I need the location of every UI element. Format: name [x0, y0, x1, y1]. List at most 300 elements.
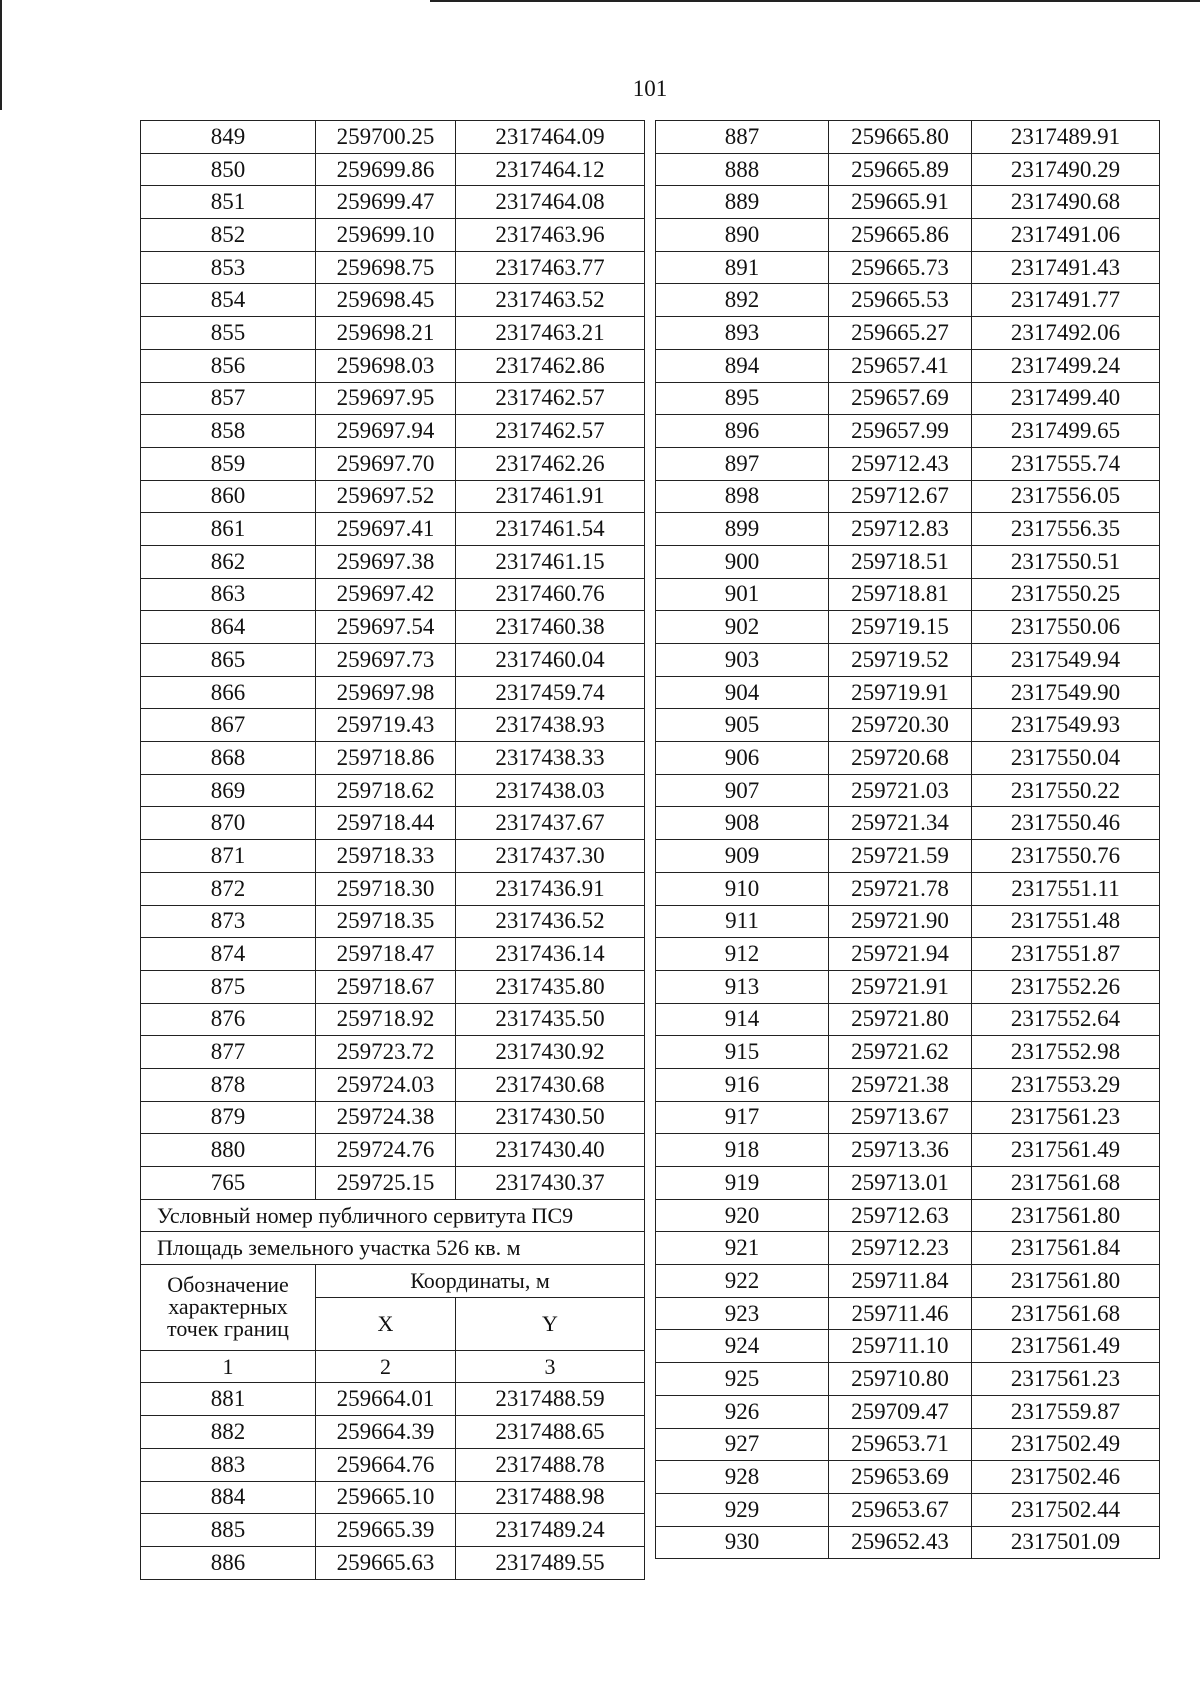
point-id-cell: 860 [141, 480, 316, 513]
table-row [141, 742, 645, 775]
x-coordinate-cell: 259699.86 [316, 153, 456, 186]
y-coordinate-cell: 2317549.90 [972, 676, 1160, 709]
table-row [656, 1101, 1160, 1134]
point-id-cell: 891 [656, 251, 829, 284]
point-id-cell: 922 [656, 1265, 829, 1298]
y-coordinate-cell: 2317460.38 [456, 611, 645, 644]
table-row [656, 905, 1160, 938]
x-coordinate-cell: 259700.25 [316, 121, 456, 154]
x-coordinate-cell: 259711.46 [829, 1297, 972, 1330]
y-coordinate-cell: 2317489.24 [456, 1514, 645, 1547]
y-coordinate-cell: 2317491.77 [972, 284, 1160, 317]
x-coordinate-cell: 259699.10 [316, 219, 456, 252]
point-id-cell: 903 [656, 644, 829, 677]
x-coordinate-cell: 259657.41 [829, 349, 972, 382]
table-row [656, 447, 1160, 480]
table-row [656, 219, 1160, 252]
x-coordinate-cell: 259697.70 [316, 447, 456, 480]
y-coordinate-cell: 2317462.86 [456, 349, 645, 382]
table-row [656, 1036, 1160, 1069]
point-id-cell: 897 [656, 447, 829, 480]
y-coordinate-cell: 2317488.78 [456, 1448, 645, 1481]
y-coordinate-cell: 2317462.57 [456, 415, 645, 448]
y-coordinate-cell: 2317464.09 [456, 121, 645, 154]
x-coordinate-cell: 259718.33 [316, 840, 456, 873]
point-id-cell: 910 [656, 872, 829, 905]
table-row [141, 1546, 645, 1579]
x-coordinate-cell: 259725.15 [316, 1167, 456, 1200]
x-coordinate-cell: 259697.95 [316, 382, 456, 415]
y-coordinate-cell: 2317489.55 [456, 1546, 645, 1579]
x-coordinate-cell: 259664.01 [316, 1383, 456, 1416]
point-id-cell: 930 [656, 1526, 829, 1559]
y-coordinate-cell: 2317561.23 [972, 1363, 1160, 1396]
y-coordinate-cell: 2317438.93 [456, 709, 645, 742]
point-id-cell: 899 [656, 513, 829, 546]
right-table-body [656, 121, 1160, 1559]
y-coordinate-cell: 2317549.94 [972, 644, 1160, 677]
table-row [656, 1493, 1160, 1526]
table-row [141, 1068, 645, 1101]
table-row [141, 1101, 645, 1134]
table-row [656, 1526, 1160, 1559]
y-coordinate-cell: 2317437.67 [456, 807, 645, 840]
x-coordinate-cell: 259697.41 [316, 513, 456, 546]
table-row [656, 1297, 1160, 1330]
point-id-cell: 868 [141, 742, 316, 775]
point-id-cell: 929 [656, 1493, 829, 1526]
table-row [141, 447, 645, 480]
x-coordinate-cell: 259718.92 [316, 1003, 456, 1036]
x-coordinate-cell: 259718.51 [829, 545, 972, 578]
table-row [141, 1036, 645, 1069]
point-id-cell: 916 [656, 1068, 829, 1101]
x-coordinate-cell: 259718.44 [316, 807, 456, 840]
point-id-cell: 852 [141, 219, 316, 252]
x-coordinate-cell: 259697.94 [316, 415, 456, 448]
x-coordinate-cell: 259698.03 [316, 349, 456, 382]
y-coordinate-cell: 2317459.74 [456, 676, 645, 709]
coordinates-header: Координаты, м [316, 1265, 645, 1298]
x-coordinate-cell: 259665.91 [829, 186, 972, 219]
x-coordinate-cell: 259721.34 [829, 807, 972, 840]
point-id-cell: 904 [656, 676, 829, 709]
left-table-body [141, 121, 645, 1580]
point-id-cell: 877 [141, 1036, 316, 1069]
x-coordinate-cell: 259665.80 [829, 121, 972, 154]
point-id-cell: 861 [141, 513, 316, 546]
y-coordinate-cell: 2317502.46 [972, 1461, 1160, 1494]
x-coordinate-cell: 259713.67 [829, 1101, 972, 1134]
point-id-cell: 898 [656, 480, 829, 513]
y-coordinate-cell: 2317555.74 [972, 447, 1160, 480]
y-coordinate-cell: 2317561.68 [972, 1297, 1160, 1330]
x-coordinate-cell: 259718.86 [316, 742, 456, 775]
table-row [656, 774, 1160, 807]
y-coordinate-cell: 2317561.49 [972, 1134, 1160, 1167]
point-id-cell: 893 [656, 317, 829, 350]
table-row [141, 1003, 645, 1036]
point-id-cell: 854 [141, 284, 316, 317]
x-coordinate-cell: 259665.73 [829, 251, 972, 284]
table-row [141, 644, 645, 677]
y-coordinate-cell: 2317435.50 [456, 1003, 645, 1036]
y-coordinate-cell: 2317435.80 [456, 970, 645, 1003]
y-coordinate-cell: 2317438.03 [456, 774, 645, 807]
x-coordinate-cell: 259721.59 [829, 840, 972, 873]
point-id-cell: 912 [656, 938, 829, 971]
table-row [141, 578, 645, 611]
y-coordinate-cell: 2317437.30 [456, 840, 645, 873]
y-coordinate-cell: 2317463.21 [456, 317, 645, 350]
left-coordinates-table [140, 120, 645, 1580]
table-row [141, 676, 645, 709]
x-coordinate-cell: 259657.69 [829, 382, 972, 415]
point-id-cell: 851 [141, 186, 316, 219]
x-coordinate-cell: 259712.43 [829, 447, 972, 480]
table-row [656, 1167, 1160, 1200]
x-coordinate-cell: 259697.38 [316, 545, 456, 578]
x-coordinate-cell: 259721.80 [829, 1003, 972, 1036]
y-coordinate-cell: 2317550.51 [972, 545, 1160, 578]
x-coordinate-cell: 259721.94 [829, 938, 972, 971]
x-coordinate-cell: 259724.76 [316, 1134, 456, 1167]
table-row [141, 1514, 645, 1547]
table-row [656, 1461, 1160, 1494]
y-coordinate-cell: 2317499.24 [972, 349, 1160, 382]
table-row [656, 1330, 1160, 1363]
point-id-cell: 765 [141, 1167, 316, 1200]
y-coordinate-cell: 2317552.98 [972, 1036, 1160, 1069]
x-coordinate-cell: 259718.47 [316, 938, 456, 971]
point-id-cell: 873 [141, 905, 316, 938]
point-id-cell: 896 [656, 415, 829, 448]
x-coordinate-cell: 259664.39 [316, 1416, 456, 1449]
y-coordinate-cell: 2317556.05 [972, 480, 1160, 513]
x-coordinate-cell: 259719.43 [316, 709, 456, 742]
point-id-cell: 883 [141, 1448, 316, 1481]
y-coordinate-cell: 2317561.49 [972, 1330, 1160, 1363]
point-id-cell: 892 [656, 284, 829, 317]
table-row [141, 415, 645, 448]
y-coordinate-cell: 2317552.64 [972, 1003, 1160, 1036]
point-id-cell: 884 [141, 1481, 316, 1514]
scan-edge-top [430, 0, 1200, 2]
table-row [656, 513, 1160, 546]
x-coordinate-cell: 259653.69 [829, 1461, 972, 1494]
table-row [656, 153, 1160, 186]
y-coordinate-cell: 2317561.68 [972, 1167, 1160, 1200]
x-coordinate-cell: 259721.78 [829, 872, 972, 905]
table-row [656, 121, 1160, 154]
y-coordinate-cell: 2317461.15 [456, 545, 645, 578]
table-row [656, 840, 1160, 873]
y-coordinate-cell: 2317561.80 [972, 1199, 1160, 1232]
x-coordinate-cell: 259657.99 [829, 415, 972, 448]
table-row [656, 938, 1160, 971]
table-row [141, 1481, 645, 1514]
y-coordinate-cell: 2317464.08 [456, 186, 645, 219]
y-coordinate-cell: 2317556.35 [972, 513, 1160, 546]
table-row [141, 709, 645, 742]
x-coordinate-cell: 259697.73 [316, 644, 456, 677]
point-id-cell: 853 [141, 251, 316, 284]
table-row [656, 1363, 1160, 1396]
x-coordinate-cell: 259712.83 [829, 513, 972, 546]
point-id-cell: 850 [141, 153, 316, 186]
y-coordinate-cell: 2317430.92 [456, 1036, 645, 1069]
point-id-cell: 894 [656, 349, 829, 382]
point-id-cell: 855 [141, 317, 316, 350]
point-id-cell: 920 [656, 1199, 829, 1232]
table-row [141, 349, 645, 382]
y-coordinate-cell: 2317502.44 [972, 1493, 1160, 1526]
y-coordinate-cell: 2317550.22 [972, 774, 1160, 807]
x-coordinate-cell: 259721.62 [829, 1036, 972, 1069]
area-title: Площадь земельного участка 526 кв. м [141, 1232, 645, 1265]
x-coordinate-cell: 259719.91 [829, 676, 972, 709]
point-id-cell: 871 [141, 840, 316, 873]
x-column-header: X [316, 1297, 456, 1350]
x-coordinate-cell: 259653.67 [829, 1493, 972, 1526]
table-row [141, 611, 645, 644]
point-id-cell: 921 [656, 1232, 829, 1265]
x-coordinate-cell: 259721.90 [829, 905, 972, 938]
x-coordinate-cell: 259699.47 [316, 186, 456, 219]
x-coordinate-cell: 259697.42 [316, 578, 456, 611]
table-row [141, 1167, 645, 1200]
table-row [141, 1383, 645, 1416]
header-row [141, 1265, 645, 1298]
y-coordinate-cell: 2317559.87 [972, 1395, 1160, 1428]
y-coordinate-cell: 2317436.14 [456, 938, 645, 971]
table-row [656, 970, 1160, 1003]
table-row [656, 480, 1160, 513]
point-id-cell: 864 [141, 611, 316, 644]
table-row [141, 219, 645, 252]
table-row [656, 415, 1160, 448]
x-coordinate-cell: 259697.54 [316, 611, 456, 644]
column-number-row [141, 1350, 645, 1383]
table-row [656, 644, 1160, 677]
point-id-cell: 901 [656, 578, 829, 611]
x-coordinate-cell: 259698.75 [316, 251, 456, 284]
y-coordinate-cell: 2317490.68 [972, 186, 1160, 219]
table-row [141, 251, 645, 284]
point-id-cell: 925 [656, 1363, 829, 1396]
y-coordinate-cell: 2317499.65 [972, 415, 1160, 448]
table-row [656, 578, 1160, 611]
table-row [141, 480, 645, 513]
x-coordinate-cell: 259665.39 [316, 1514, 456, 1547]
y-coordinate-cell: 2317488.59 [456, 1383, 645, 1416]
point-id-cell: 927 [656, 1428, 829, 1461]
x-coordinate-cell: 259718.35 [316, 905, 456, 938]
point-id-cell: 881 [141, 1383, 316, 1416]
y-coordinate-cell: 2317430.37 [456, 1167, 645, 1200]
column-number-3: 3 [456, 1350, 645, 1383]
table-row [656, 742, 1160, 775]
x-coordinate-cell: 259697.52 [316, 480, 456, 513]
point-id-cell: 876 [141, 1003, 316, 1036]
table-row [141, 774, 645, 807]
point-id-cell: 923 [656, 1297, 829, 1330]
y-coordinate-cell: 2317488.98 [456, 1481, 645, 1514]
table-row [656, 284, 1160, 317]
point-id-cell: 911 [656, 905, 829, 938]
point-id-cell: 905 [656, 709, 829, 742]
point-id-cell: 863 [141, 578, 316, 611]
y-coordinate-cell: 2317460.76 [456, 578, 645, 611]
x-coordinate-cell: 259718.30 [316, 872, 456, 905]
y-coordinate-cell: 2317561.84 [972, 1232, 1160, 1265]
y-column-header: Y [456, 1297, 645, 1350]
y-coordinate-cell: 2317491.06 [972, 219, 1160, 252]
y-coordinate-cell: 2317464.12 [456, 153, 645, 186]
table-row [656, 807, 1160, 840]
y-coordinate-cell: 2317549.93 [972, 709, 1160, 742]
table-row [656, 186, 1160, 219]
servitude-title-row [141, 1199, 645, 1232]
point-id-cell: 856 [141, 349, 316, 382]
x-coordinate-cell: 259718.62 [316, 774, 456, 807]
table-row [141, 905, 645, 938]
page-number: 101 [632, 76, 668, 101]
point-id-cell: 900 [656, 545, 829, 578]
table-row [656, 1428, 1160, 1461]
y-coordinate-cell: 2317552.26 [972, 970, 1160, 1003]
x-coordinate-cell: 259697.98 [316, 676, 456, 709]
y-coordinate-cell: 2317492.06 [972, 317, 1160, 350]
x-coordinate-cell: 259653.71 [829, 1428, 972, 1461]
points-column-header: Обозначение характерных точек границ [141, 1265, 316, 1351]
x-coordinate-cell: 259711.10 [829, 1330, 972, 1363]
table-row [656, 251, 1160, 284]
point-id-cell: 889 [656, 186, 829, 219]
point-id-cell: 858 [141, 415, 316, 448]
table-row [141, 284, 645, 317]
y-coordinate-cell: 2317438.33 [456, 742, 645, 775]
table-row [141, 186, 645, 219]
point-id-cell: 902 [656, 611, 829, 644]
table-row [656, 317, 1160, 350]
y-coordinate-cell: 2317551.11 [972, 872, 1160, 905]
point-id-cell: 914 [656, 1003, 829, 1036]
y-coordinate-cell: 2317551.48 [972, 905, 1160, 938]
point-id-cell: 918 [656, 1134, 829, 1167]
y-coordinate-cell: 2317550.06 [972, 611, 1160, 644]
column-number-1: 1 [141, 1350, 316, 1383]
column-number-2: 2 [316, 1350, 456, 1383]
point-id-cell: 882 [141, 1416, 316, 1449]
table-row [656, 382, 1160, 415]
y-coordinate-cell: 2317430.50 [456, 1101, 645, 1134]
table-row [656, 1199, 1160, 1232]
x-coordinate-cell: 259712.23 [829, 1232, 972, 1265]
point-id-cell: 867 [141, 709, 316, 742]
y-coordinate-cell: 2317461.91 [456, 480, 645, 513]
y-coordinate-cell: 2317550.46 [972, 807, 1160, 840]
y-coordinate-cell: 2317430.40 [456, 1134, 645, 1167]
x-coordinate-cell: 259718.81 [829, 578, 972, 611]
y-coordinate-cell: 2317430.68 [456, 1068, 645, 1101]
point-id-cell: 878 [141, 1068, 316, 1101]
point-id-cell: 870 [141, 807, 316, 840]
y-coordinate-cell: 2317463.96 [456, 219, 645, 252]
right-coordinates-table [655, 120, 1160, 1559]
x-coordinate-cell: 259698.21 [316, 317, 456, 350]
table-row [141, 872, 645, 905]
table-row [656, 872, 1160, 905]
x-coordinate-cell: 259724.03 [316, 1068, 456, 1101]
x-coordinate-cell: 259721.91 [829, 970, 972, 1003]
table-row [656, 1265, 1160, 1298]
y-coordinate-cell: 2317462.57 [456, 382, 645, 415]
y-coordinate-cell: 2317499.40 [972, 382, 1160, 415]
x-coordinate-cell: 259712.67 [829, 480, 972, 513]
point-id-cell: 880 [141, 1134, 316, 1167]
table-row [141, 121, 645, 154]
y-coordinate-cell: 2317490.29 [972, 153, 1160, 186]
point-id-cell: 857 [141, 382, 316, 415]
x-coordinate-cell: 259724.38 [316, 1101, 456, 1134]
area-title-row [141, 1232, 645, 1265]
y-coordinate-cell: 2317488.65 [456, 1416, 645, 1449]
x-coordinate-cell: 259719.52 [829, 644, 972, 677]
point-id-cell: 859 [141, 447, 316, 480]
table-row [656, 1395, 1160, 1428]
x-coordinate-cell: 259712.63 [829, 1199, 972, 1232]
table-row [141, 807, 645, 840]
point-id-cell: 907 [656, 774, 829, 807]
point-id-cell: 865 [141, 644, 316, 677]
x-coordinate-cell: 259721.38 [829, 1068, 972, 1101]
y-coordinate-cell: 2317463.52 [456, 284, 645, 317]
point-id-cell: 909 [656, 840, 829, 873]
point-id-cell: 872 [141, 872, 316, 905]
y-coordinate-cell: 2317502.49 [972, 1428, 1160, 1461]
x-coordinate-cell: 259721.03 [829, 774, 972, 807]
table-row [141, 317, 645, 350]
table-row [141, 153, 645, 186]
x-coordinate-cell: 259720.68 [829, 742, 972, 775]
point-id-cell: 887 [656, 121, 829, 154]
point-id-cell: 919 [656, 1167, 829, 1200]
x-coordinate-cell: 259665.53 [829, 284, 972, 317]
point-id-cell: 879 [141, 1101, 316, 1134]
point-id-cell: 906 [656, 742, 829, 775]
table-row [141, 545, 645, 578]
x-coordinate-cell: 259664.76 [316, 1448, 456, 1481]
table-row [656, 611, 1160, 644]
x-coordinate-cell: 259718.67 [316, 970, 456, 1003]
x-coordinate-cell: 259665.10 [316, 1481, 456, 1514]
point-id-cell: 866 [141, 676, 316, 709]
point-id-cell: 849 [141, 121, 316, 154]
table-row [656, 1134, 1160, 1167]
table-row [141, 382, 645, 415]
table-row [141, 938, 645, 971]
x-coordinate-cell: 259713.01 [829, 1167, 972, 1200]
table-row [141, 970, 645, 1003]
y-coordinate-cell: 2317550.04 [972, 742, 1160, 775]
y-coordinate-cell: 2317463.77 [456, 251, 645, 284]
table-row [656, 545, 1160, 578]
table-row [656, 1003, 1160, 1036]
table-row [141, 1134, 645, 1167]
y-coordinate-cell: 2317436.91 [456, 872, 645, 905]
point-id-cell: 913 [656, 970, 829, 1003]
